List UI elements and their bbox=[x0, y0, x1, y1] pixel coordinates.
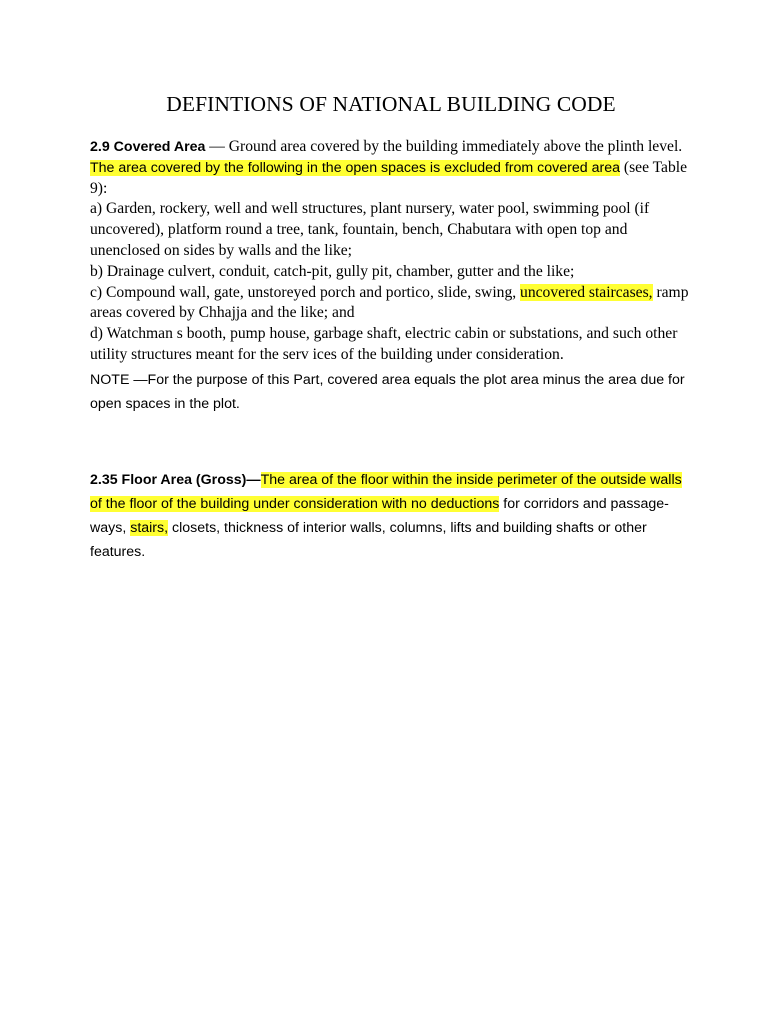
covered-area-item-c bbox=[90, 283, 690, 325]
covered-area-intro: — Ground area covered by the building immediately above the plinth level. bbox=[205, 138, 683, 155]
item-c-after: ramp areas covered by Chhajja and the like; and bbox=[90, 283, 689, 322]
floor-area-highlight: The area of the floor within the inside perimeter of the outside walls of the floor of the building under consideration with no deductions bbox=[90, 471, 682, 512]
document-page bbox=[90, 92, 690, 564]
covered-area-item-b: b) Drainage culvert, conduit, catch-pit, gully pit, chamber, gutter and the like; bbox=[90, 262, 575, 280]
covered-area-note: NOTE —For the purpose of this Part, covered area equals the plot area minus the area due for open spaces in the plot. bbox=[90, 371, 685, 412]
item-c-highlight: uncovered staircases, bbox=[520, 283, 653, 301]
covered-area-definition bbox=[90, 137, 690, 199]
covered-area-item-a: a) Garden, rockery, well and well structures, plant nursery, water pool, swimming pool (if uncovered), platform round a tree, tank, fountain, bench, Chabutara with open top and unenclosed on sides by walls and the like; bbox=[90, 200, 650, 259]
floor-area-term: 2.35 Floor Area (Gross)— bbox=[90, 471, 261, 488]
covered-area-section bbox=[90, 137, 690, 416]
item-c-before: c) Compound wall, gate, unstoreyed porch and portico, slide, swing, bbox=[90, 283, 521, 301]
covered-area-term: 2.9 Covered Area bbox=[90, 139, 206, 155]
floor-area-text-before: for corridors and passage-ways, bbox=[90, 495, 669, 536]
floor-area-text-after: closets, thickness of interior walls, columns, lifts and building shafts or other features. bbox=[90, 519, 647, 560]
covered-area-after-highlight: (see Table 9): bbox=[90, 158, 688, 197]
floor-area-highlight-stairs: stairs, bbox=[130, 519, 169, 536]
covered-area-highlight: The area covered by the following in the open spaces is excluded from covered area bbox=[90, 159, 620, 176]
page-title: DEFINTIONS OF NATIONAL BUILDING CODE bbox=[166, 92, 616, 116]
floor-area-section bbox=[90, 468, 690, 564]
covered-area-item-d: d) Watchman s booth, pump house, garbage shaft, electric cabin or substations, and such other utility structures meant for the serv ices of the building under consideration. bbox=[90, 325, 678, 363]
floor-area-definition bbox=[90, 468, 690, 564]
